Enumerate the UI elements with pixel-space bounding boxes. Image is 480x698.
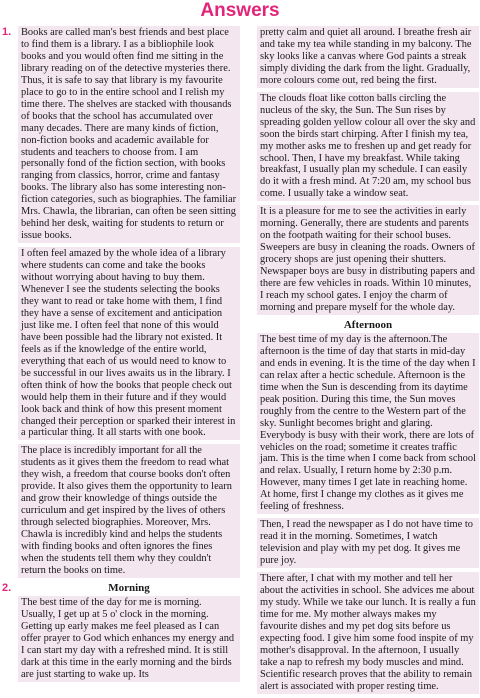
- afternoon-heading: Afternoon: [343, 318, 393, 331]
- morning-paragraph-3: The clouds float like cotton balls circling the nucleus of the sky, the Sun. The Sun rises by spreading golden yellow colour all over the sky and soon the birds start chirping. After I finish my tea, my mother asks me to freshen up and get ready for school. Then, I have my breakfast. While taking breakfast, I usually plan my schedule. I can easily do it with a fresh mind. At 7:20 am, my school bus come. I usually take a window seat.: [257, 92, 479, 202]
- page-title: Answers: [200, 0, 280, 21]
- answer-1-paragraph-1: Books are called man's best friends and best place to find them is a library. I as a bibliophile look books and you would often find me sitting in the library reading on of the detective mysteries there. Thus, it is safe to say that library is my favourite place to go to in the entire school and I relish my time there. The shelves are stacked with thousands of books that the school has accumulated over many decades. There are many kinds of fiction, non-fiction books and academic available for students and teachers to choose from. I am personally fond of the fiction section, with books ranging from classics, horror, crime and fantasy books. The library also has some interesting non-fiction categories, such as biographies. The familiar Mrs. Chawla, the librarian, can often be seen sitting behind her desk, waiting for students to return or issue books.: [18, 26, 240, 243]
- afternoon-paragraph-3: There after, I chat with my mother and tell her about the activities in school. She advices me about my study. While we take our lunch. It is really a fun time for me. My mother always makes my favourite dishes and my pet dog sits before us expecting food. I give him some food inspite of my mother's disapproval. In the afternoon, I usually take a nap to refresh my body muscles and mind. Scientific research proves that the ability to remain alert is associated with proper resting time.: [257, 572, 479, 694]
- answer-2-paragraph-1: The best time of the day for me is morning. Usually, I get up at 5 o' clock in the morning. Getting up early makes me feel pleased as I can offer prayer to God which enhances my energy and I can start my day with a refreshed mind. It is still dark at this time in the early morning and the birds are just starting to wake up. Its: [18, 596, 240, 682]
- afternoon-paragraph-2: Then, I read the newspaper as I do not have time to read it in the morning. Sometimes, I watch television and play with my pet dog. It gives me pure joy.: [257, 518, 479, 568]
- right-column: [257, 26, 479, 698]
- morning-heading: [2, 581, 240, 595]
- answer-1: [2, 26, 240, 578]
- answer-1-paragraph-3: The place is incredibly important for all the students as it gives them the freedom to read what they wish, a freedom that course books don't often provide. It also gives them the opportunity to learn and grow their knowledge of things outside the curriculum and get inspired by the lives of others through selected biographies. Moreover, Mrs. Chawla is incredibly kind and helps the students with finding books and often ignores the fines when the students tell them why they couldn't return the books on time.: [18, 444, 240, 577]
- question-number-1: 1.: [2, 26, 12, 38]
- answer-1-paragraph-2: I often feel amazed by the whole idea of a library where students can come and take the books without worrying about having to buy them. Whenever I see the students selecting the books they want to read or take home with them, I find they have a sense of excitement and anticipation just like me. I often feel that none of this would have been possible had the library not existed. It feels as if the knowledge of the entire world, everything that each of us would need to know to be successful in our lives awaits us in the library. I often think of how the books that people check out would help them in their future and if they would look back and think of how this present moment changed their perception or sparked their interest in a particular thing. It all starts with one book.: [18, 247, 240, 440]
- question-number-2: 2.: [2, 581, 12, 594]
- afternoon-paragraph-1: The best time of my day is the afternoon.The afternoon is the time of day that starts in mid-day and ends in evening. It is the time of the day when I can relax after a hectic schedule. Afternoon is the time when the Sun is descending from its daytime peak position. During this time, the Sun moves roughly from the centre to the Western part of the sky. Sunlight becomes bright and glaring. Everybody is busy with their work, there are lots of vehicles on the road; sometime it creates traffic jam. This is the time when I come back from school and relax. Usually, I return home by 2:30 p.m. However, many times I get late in reaching home. At home, first I change my clothes as it gives me feeling of freshness.: [257, 333, 479, 514]
- left-column: [2, 26, 240, 686]
- morning-heading-text: Morning: [108, 581, 150, 594]
- answer-2: [2, 581, 240, 682]
- morning-paragraph-4: It is a pleasure for me to see the activities in early morning. Generally, there are students and parents on the footpath waiting for their school buses. Sweepers are busy in cleaning the roads. Owners of grocery shops are just opening their shutters. Newspaper boys are busy in distributing papers and there are few vehicles in roads. Within 10 minutes, I reach my school gates. I enjoy the charm of morning and prepare myself for the whole day.: [257, 205, 479, 315]
- morning-paragraph-2: pretty calm and quiet all around. I breathe fresh air and take my tea while standing in my balcony. The sky looks like a canvas where God paints a streak simply dividing the dark from the light. Gradually, more colours come out, red being the first.: [257, 26, 479, 88]
